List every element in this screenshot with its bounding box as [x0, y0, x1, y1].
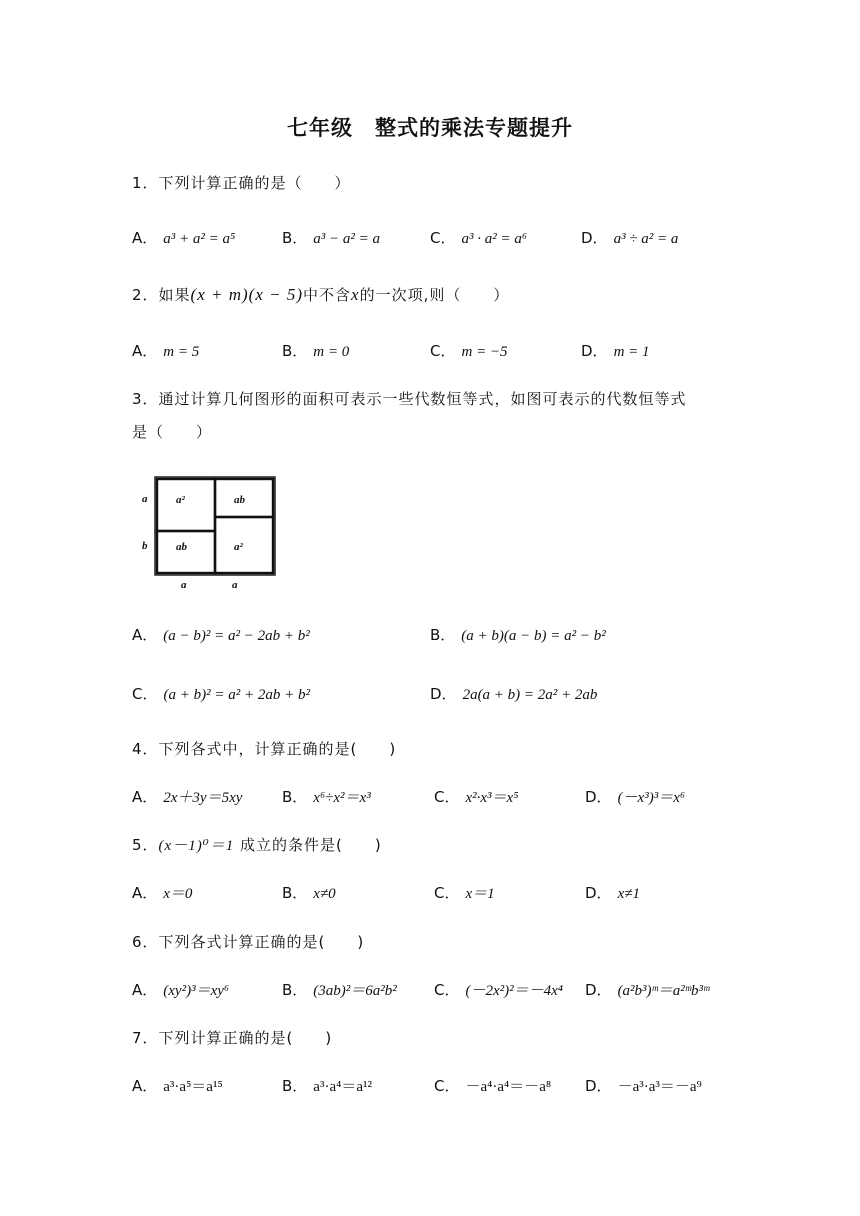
question-6-option-b[interactable]: [282, 979, 397, 1000]
question-4-option-a[interactable]: [132, 786, 242, 807]
option-text: x≠1: [617, 886, 640, 902]
cell-label-ab-bottom: ab: [176, 541, 187, 553]
option-label: A．: [132, 342, 158, 360]
cell-a-squared-top: [157, 479, 215, 531]
option-text: x²·x³＝x⁵: [465, 790, 519, 806]
stem-expression: (x + m)(x − 5): [190, 285, 304, 304]
option-label: B．: [282, 1077, 308, 1095]
cell-label-ab-top: ab: [234, 494, 245, 506]
option-label: A．: [132, 884, 158, 902]
stem-suffix: 成立的条件是( ): [234, 836, 382, 854]
question-7-option-b[interactable]: [282, 1075, 372, 1096]
option-label: A．: [132, 626, 158, 644]
cell-label-a-squared-bottom: a²: [234, 541, 243, 553]
option-text: (3ab)²＝6a²b²: [313, 983, 397, 999]
stem-suffix: 的一次项,则（ ）: [359, 286, 510, 304]
option-label: A．: [132, 1077, 158, 1095]
option-text: m = 0: [313, 344, 350, 360]
option-text: a³ − a² = a: [313, 231, 381, 247]
option-text: a³·a⁴＝a¹²: [313, 1079, 372, 1095]
area-figure: [138, 470, 283, 590]
option-label: B．: [282, 884, 308, 902]
option-label: C．: [430, 342, 456, 360]
question-3-option-a[interactable]: [132, 624, 310, 645]
question-1-option-d[interactable]: [581, 227, 678, 248]
question-7-stem: 7．下列计算正确的是( ): [132, 1029, 333, 1047]
question-2-option-d[interactable]: [581, 340, 650, 361]
option-text: (－x³)³＝x⁶: [617, 790, 686, 806]
option-text: x＝0: [163, 886, 193, 902]
question-5-option-d[interactable]: [585, 882, 640, 903]
question-1-option-b[interactable]: [282, 227, 380, 248]
option-label: D．: [430, 685, 457, 703]
option-label: B．: [282, 342, 308, 360]
page-title: 七年级 整式的乘法专题提升: [287, 116, 573, 140]
option-text: (a − b)² = a² − 2ab + b²: [163, 628, 310, 644]
option-label: D．: [585, 788, 612, 806]
option-label: A．: [132, 981, 158, 999]
option-label: D．: [585, 884, 612, 902]
stem-expression: (x－1)⁰＝1: [158, 838, 235, 854]
option-label: C．: [434, 1077, 460, 1095]
option-label: C．: [132, 685, 158, 703]
option-text: a³ · a² = a⁶: [461, 231, 528, 247]
question-2-option-b[interactable]: [282, 340, 349, 361]
question-1-option-a[interactable]: [132, 227, 235, 248]
option-text: a³ ÷ a² = a: [613, 231, 679, 247]
cell-label-a-squared-top: a²: [176, 494, 185, 506]
question-2-option-a[interactable]: [132, 340, 199, 361]
cell-a-squared-bottom: [215, 517, 273, 573]
question-6-option-d[interactable]: [585, 979, 709, 1000]
option-label: D．: [581, 342, 608, 360]
side-label-b: b: [142, 540, 148, 552]
option-text: 2a(a + b) = 2a² + 2ab: [462, 687, 598, 703]
side-label-a: a: [142, 493, 148, 505]
option-text: m = 5: [163, 344, 200, 360]
option-text: a³ + a² = a⁵: [163, 231, 236, 247]
stem-mid: 中不含: [303, 286, 352, 304]
option-text: －a⁴·a⁴＝－a⁸: [465, 1079, 552, 1095]
option-text: (a²b³)ᵐ＝a²ᵐb³ᵐ: [617, 983, 710, 999]
option-text: x⁶÷x²＝x³: [313, 790, 371, 806]
question-3-option-b[interactable]: [430, 624, 606, 645]
question-5-option-c[interactable]: [434, 882, 495, 903]
question-7-option-a[interactable]: [132, 1075, 223, 1096]
question-3-option-c[interactable]: [132, 683, 310, 704]
option-label: B．: [282, 788, 308, 806]
question-1-stem: 1．下列计算正确的是（ ）: [132, 174, 351, 192]
option-text: a³·a⁵＝a¹⁵: [163, 1079, 223, 1095]
stem-variable: x: [351, 285, 360, 304]
option-text: x＝1: [465, 886, 495, 902]
option-label: D．: [585, 981, 612, 999]
bottom-label-a-left: a: [181, 579, 187, 590]
option-text: x≠0: [313, 886, 336, 902]
question-4-stem: 4．下列各式中，计算正确的是( ): [132, 740, 397, 758]
option-text: (a + b)² = a² + 2ab + b²: [163, 687, 310, 703]
option-label: C．: [434, 788, 460, 806]
option-label: A．: [132, 229, 158, 247]
question-7-option-d[interactable]: [585, 1075, 702, 1096]
question-5-stem: [132, 834, 382, 855]
option-label: C．: [434, 981, 460, 999]
question-7-option-c[interactable]: [434, 1075, 551, 1096]
question-6-stem: 6．下列各式计算正确的是( ): [132, 933, 365, 951]
question-1-option-c[interactable]: [430, 227, 527, 248]
question-5-option-b[interactable]: [282, 882, 336, 903]
option-label: B．: [282, 229, 308, 247]
question-4-option-c[interactable]: [434, 786, 518, 807]
question-4-option-b[interactable]: [282, 786, 371, 807]
question-6-option-a[interactable]: [132, 979, 229, 1000]
question-6-option-c[interactable]: [434, 979, 563, 1000]
question-3-stem-line2: 是（ ）: [132, 423, 213, 441]
question-2-option-c[interactable]: [430, 340, 508, 361]
option-label: A．: [132, 788, 158, 806]
option-text: (a + b)(a − b) = a² − b²: [461, 628, 606, 644]
bottom-label-a-right: a: [232, 579, 238, 590]
option-text: m = 1: [613, 344, 650, 360]
option-label: B．: [282, 981, 308, 999]
question-3-option-d[interactable]: [430, 683, 597, 704]
option-label: C．: [430, 229, 456, 247]
question-3-stem-line1: 3．通过计算几何图形的面积可表示一些代数恒等式，如图可表示的代数恒等式: [132, 390, 687, 408]
option-text: (xy²)³＝xy⁶: [163, 983, 230, 999]
option-label: D．: [585, 1077, 612, 1095]
option-text: (－2x²)²＝－4x⁴: [465, 983, 563, 999]
option-label: D．: [581, 229, 608, 247]
stem-prefix: 2．如果: [132, 286, 191, 304]
option-text: －a³·a³＝－a⁹: [617, 1079, 702, 1095]
question-2-stem: [132, 284, 509, 305]
option-text: m = −5: [461, 344, 508, 360]
option-text: 2x＋3y＝5xy: [163, 790, 243, 806]
question-4-option-d[interactable]: [585, 786, 685, 807]
stem-prefix: 5．: [132, 836, 159, 854]
question-5-option-a[interactable]: [132, 882, 192, 903]
option-label: C．: [434, 884, 460, 902]
option-label: B．: [430, 626, 456, 644]
